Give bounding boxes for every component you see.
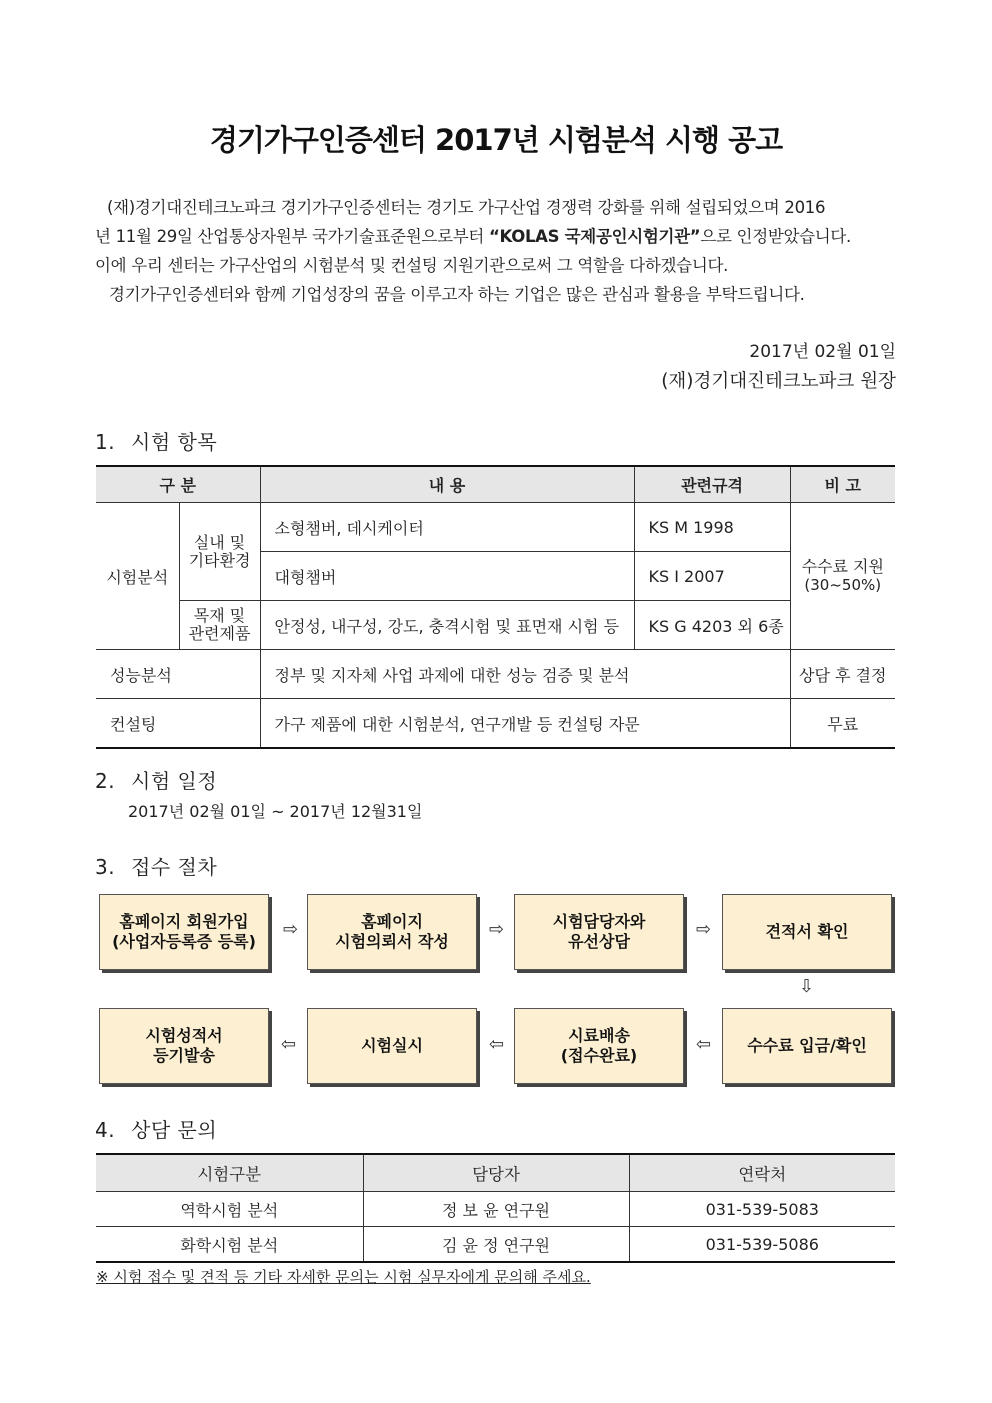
header-note: 비 고 [790, 466, 895, 503]
arrow-left-icon: ⇦ [281, 1034, 297, 1055]
test-items-table [96, 465, 895, 749]
section-3-number: 3. [95, 855, 116, 879]
fee-support: 수수료 지원 [801, 557, 884, 576]
section-4-heading [95, 1114, 217, 1143]
intro-line-2 [95, 222, 897, 251]
section-4-number: 4. [95, 1118, 116, 1142]
intro-line-3: 이에 우리 센터는 가구산업의 시험분석 및 컨설팅 지원기관으로써 그 역할을 다하겠습니다. [95, 256, 729, 275]
header-test-type: 시험구분 [96, 1154, 363, 1192]
contact-person: 정 보 윤 연구원 [363, 1192, 629, 1227]
arrow-right-icon: ⇨ [489, 919, 505, 940]
arrow-left-icon: ⇦ [489, 1034, 505, 1055]
arrow-left-icon: ⇦ [696, 1034, 712, 1055]
section-3-heading [95, 851, 217, 880]
page-title: 경기가구인증센터 2017년 시험분석 시행 공고 [209, 123, 783, 157]
contact-note: ※ 시험 접수 및 견적 등 기타 자세한 문의는 시험 실무자에게 문의해 주세요. [96, 1268, 591, 1286]
announcement-date: 2017년 02월 01일 [749, 342, 896, 362]
indoor-label: 실내 및 기타환경 [179, 503, 260, 601]
intro-line-2c: 으로 인정받았습니다. [700, 227, 851, 246]
header-standard: 관련규격 [634, 466, 790, 503]
perf-label: 성능분석 [96, 650, 260, 699]
contact-table [96, 1153, 895, 1263]
contact-phone: 031-539-5086 [629, 1227, 895, 1263]
wood-label: 목재 및 관련제품 [179, 601, 260, 650]
consult-note: 무료 [790, 699, 895, 749]
kolas-highlight: “KOLAS 국제공인시험기관” [488, 227, 701, 246]
section-3-title: 접수 절차 [131, 855, 218, 879]
header-phone: 연락처 [629, 1154, 895, 1192]
step-testing: 시험실시 [307, 1008, 477, 1084]
row-content: 안정성, 내구성, 강도, 충격시험 및 표면재 시험 등 [260, 601, 634, 650]
section-2-number: 2. [95, 769, 116, 793]
row-standard: KS G 4203 외 6종 [634, 601, 790, 650]
row-standard: KS M 1998 [634, 503, 790, 552]
step-signup: 홈페이지 회원가입 (사업자등록증 등록) [99, 894, 269, 970]
step-request-form: 홈페이지 시험의뢰서 작성 [307, 894, 477, 970]
arrow-right-icon: ⇨ [283, 919, 299, 940]
row-standard: KS I 2007 [634, 552, 790, 601]
contact-phone: 031-539-5083 [629, 1192, 895, 1227]
contact-person: 김 윤 정 연구원 [363, 1227, 629, 1263]
intro-paragraph [95, 193, 897, 309]
perf-note: 상담 후 결정 [790, 650, 895, 699]
step-phone-consult: 시험담당자와 유선상담 [514, 894, 684, 970]
step-report-mail: 시험성적서 등기발송 [99, 1008, 269, 1084]
section-2-heading [95, 765, 217, 794]
intro-line-1: (재)경기대진테크노파크 경기가구인증센터는 경기도 가구산업 경쟁력 강화를 위해 설립되었으며 2016 [107, 198, 826, 217]
fee-rate: (30~50%) [804, 576, 882, 594]
test-period: 2017년 02월 01일 ~ 2017년 12월31일 [128, 802, 423, 821]
consult-label: 컨설팅 [96, 699, 260, 749]
row-content: 소형챔버, 데시케이터 [260, 503, 634, 552]
section-1-number: 1. [95, 430, 116, 454]
step-quote-check: 견적서 확인 [722, 894, 892, 970]
section-4-title: 상담 문의 [131, 1118, 218, 1142]
issuer: (재)경기대진테크노파크 원장 [661, 371, 896, 392]
section-1-heading [95, 426, 217, 455]
consult-content: 가구 제품에 대한 시험분석, 연구개발 등 컨설팅 자문 [260, 699, 790, 749]
perf-content: 정부 및 지자체 사업 과제에 대한 성능 검증 및 분석 [260, 650, 790, 699]
row-content: 대형챔버 [260, 552, 634, 601]
arrow-right-icon: ⇨ [696, 919, 712, 940]
section-2-title: 시험 일정 [131, 769, 218, 793]
section-1-title: 시험 항목 [131, 430, 218, 454]
contact-test-type: 역학시험 분석 [96, 1192, 363, 1227]
intro-line-4: 경기가구인증센터와 함께 기업성장의 꿈을 이루고자 하는 기업은 많은 관심과 활용을 부탁드립니다. [109, 285, 805, 304]
header-contact-person: 담당자 [363, 1154, 629, 1192]
contact-test-type: 화학시험 분석 [96, 1227, 363, 1263]
step-fee-payment: 수수료 입금/확인 [722, 1008, 892, 1084]
header-content: 내 용 [260, 466, 634, 503]
fee-support-cell [790, 503, 895, 650]
analysis-label: 시험분석 [96, 503, 179, 650]
arrow-down-icon: ⇩ [799, 976, 815, 997]
intro-line-2a: 년 11월 29일 산업통상자원부 국가기술표준원으로부터 [95, 227, 489, 246]
step-sample-delivery: 시료배송 (접수완료) [514, 1008, 684, 1084]
header-category: 구 분 [96, 466, 260, 503]
